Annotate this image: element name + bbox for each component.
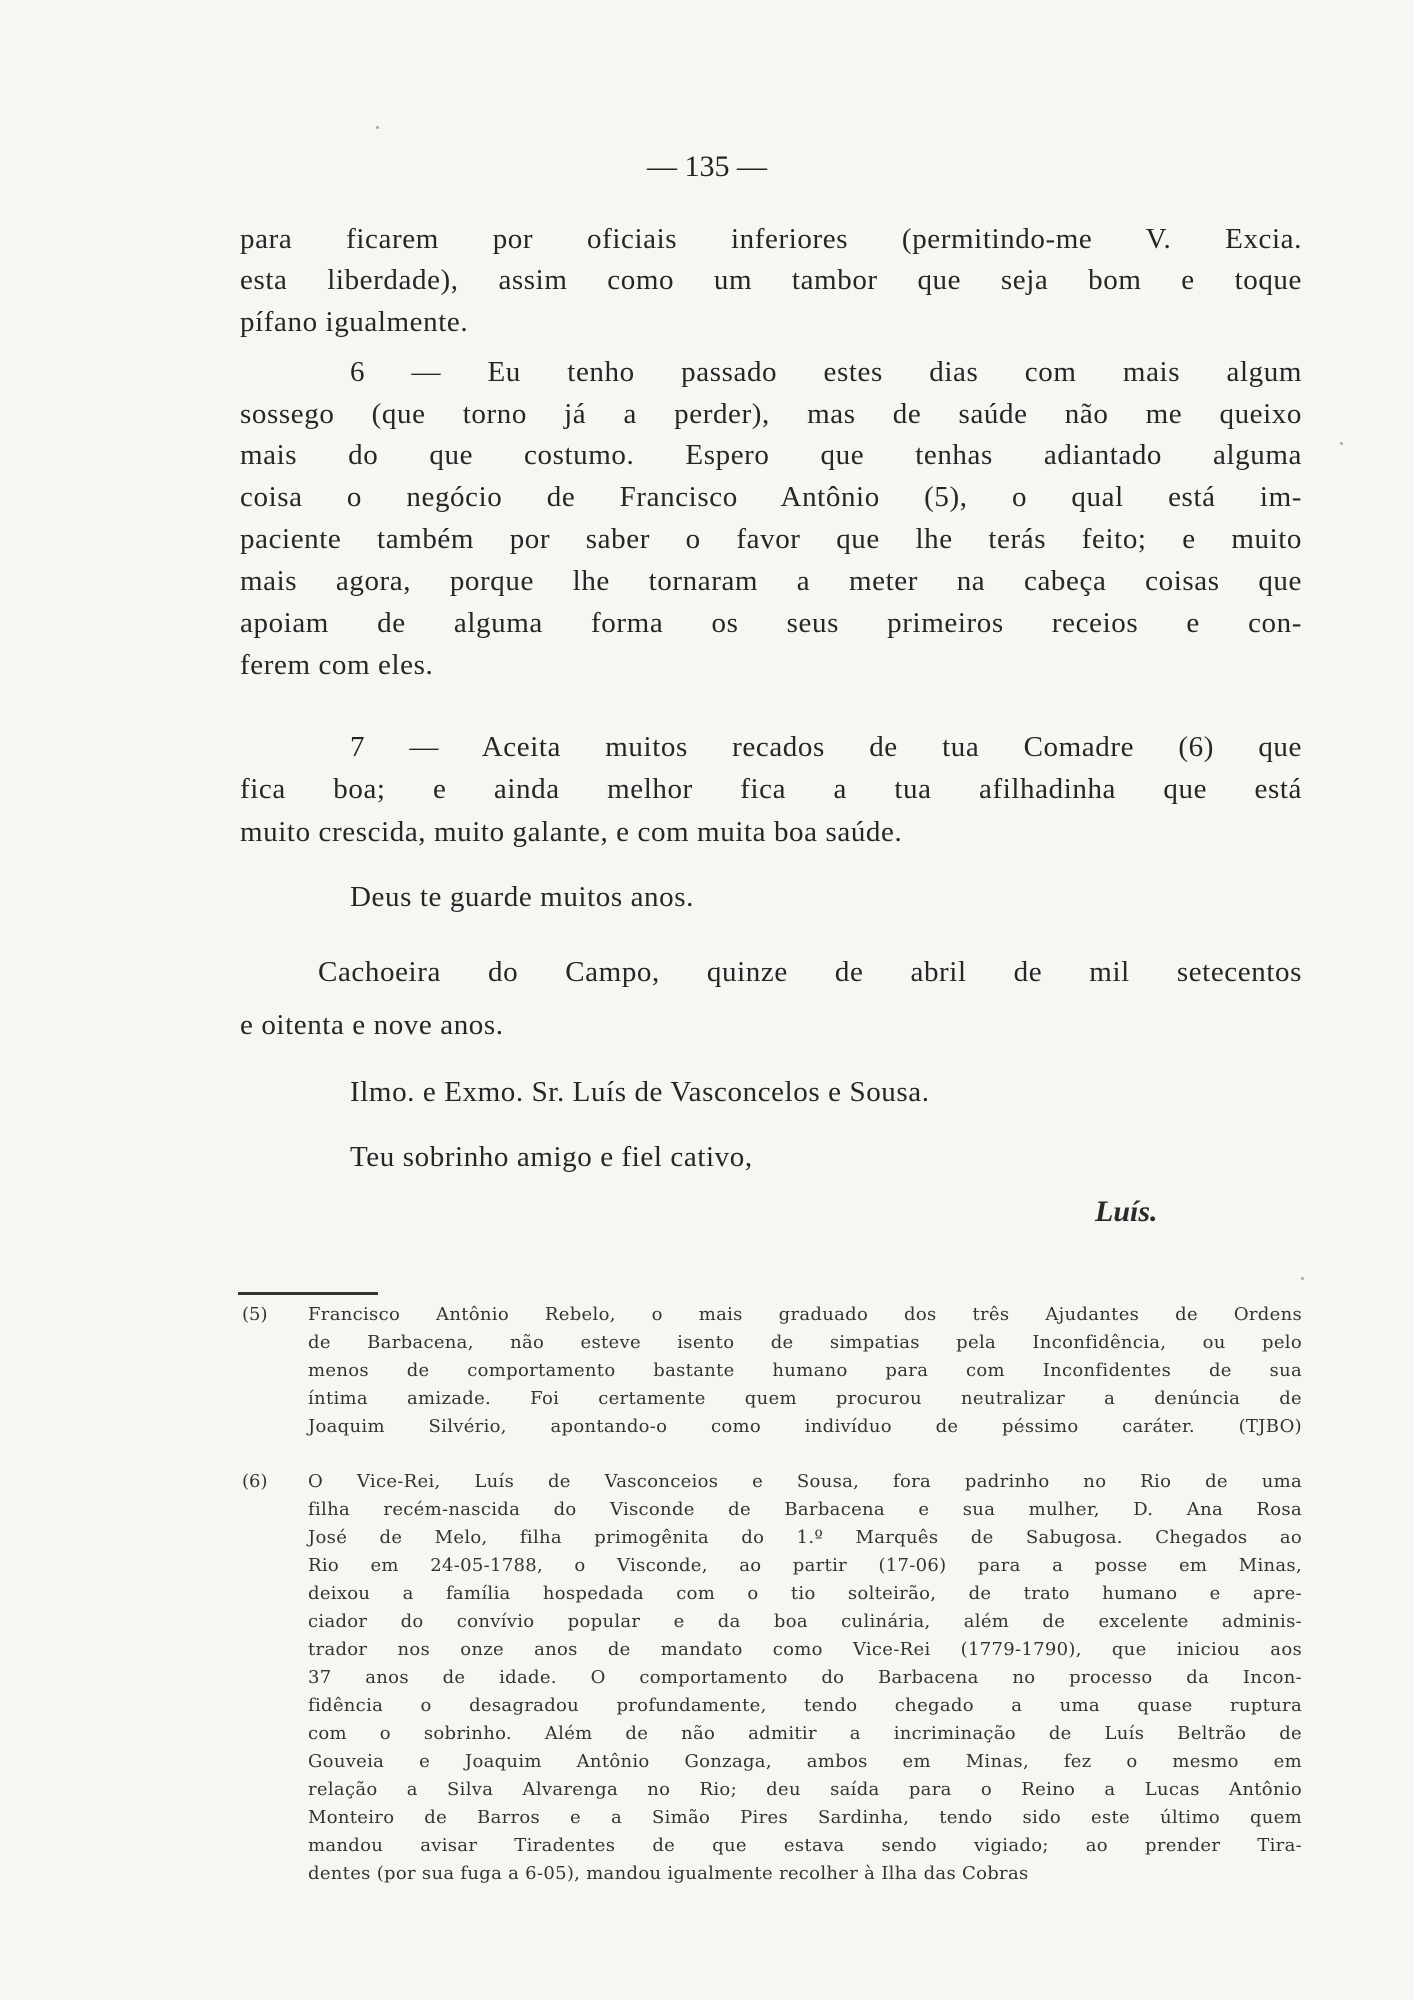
page-number: — 135 —	[647, 150, 767, 183]
footnote-line: de Barbacena, não esteve isento de simpatias pela Inconfidência, ou pelo	[308, 1332, 1302, 1353]
footnote-line: Monteiro de Barros e a Simão Pires Sardinha, tendo sido este último quem	[308, 1807, 1302, 1828]
blessing: Deus te guarde muitos anos.	[350, 881, 694, 913]
footnote-label: (5)	[242, 1304, 268, 1325]
body-line: 7 — Aceita muitos recados de tua Comadre (6) que	[350, 731, 1302, 763]
body-line: esta liberdade), assim como um tambor que seja bom e toque	[240, 264, 1302, 296]
body-line: sossego (que torno já a perder), mas de saúde não me queixo	[240, 398, 1302, 430]
footnote-line: José de Melo, filha primogênita do 1.º Marquês de Sabugosa. Chegados ao	[308, 1527, 1302, 1548]
body-line: 6 — Eu tenho passado estes dias com mais algum	[350, 356, 1302, 388]
footnote-line: fidência o desagradou profundamente, tendo chegado a uma quase ruptura	[308, 1695, 1302, 1716]
footnote-line: Francisco Antônio Rebelo, o mais graduado dos três Ajudantes de Ordens	[308, 1304, 1302, 1325]
footnote-line: deixou a família hospedada com o tio solteirão, de trato humano e apre-	[308, 1583, 1302, 1604]
footnote-line: Gouveia e Joaquim Antônio Gonzaga, ambos em Minas, fez o mesmo em	[308, 1751, 1302, 1772]
dateline: Cachoeira do Campo, quinze de abril de mil setecentos	[318, 956, 1302, 988]
footnote-line: dentes (por sua fuga a 6-05), mandou igualmente recolher à Ilha das Cobras	[308, 1863, 1029, 1884]
body-line: fica boa; e ainda melhor fica a tua afilhadinha que está	[240, 773, 1302, 805]
body-line: ferem com eles.	[240, 649, 434, 681]
body-line: paciente também por saber o favor que lhe terás feito; e muito	[240, 523, 1302, 555]
scan-speck	[1301, 1277, 1304, 1280]
footnote-line: trador nos onze anos de mandato como Vice-Rei (1779-1790), que iniciou aos	[308, 1639, 1302, 1660]
dateline: e oitenta e nove anos.	[240, 1009, 504, 1041]
scan-speck	[376, 126, 379, 129]
body-line: muito crescida, muito galante, e com muita boa saúde.	[240, 816, 903, 848]
footnote-line: filha recém-nascida do Visconde de Barbacena e sua mulher, D. Ana Rosa	[308, 1499, 1302, 1520]
addressee: Ilmo. e Exmo. Sr. Luís de Vasconcelos e Sousa.	[350, 1076, 930, 1108]
footnote-label: (6)	[242, 1471, 268, 1492]
closing: Teu sobrinho amigo e fiel cativo,	[350, 1141, 753, 1173]
footnote-line: ciador do convívio popular e da boa culinária, além de excelente adminis-	[308, 1611, 1302, 1632]
footnote-line: com o sobrinho. Além de não admitir a incriminação de Luís Beltrão de	[308, 1723, 1302, 1744]
body-line: mais do que costumo. Espero que tenhas adiantado alguma	[240, 439, 1302, 471]
footnote-line: O Vice-Rei, Luís de Vasconceios e Sousa, fora padrinho no Rio de uma	[308, 1471, 1302, 1492]
body-line: coisa o negócio de Francisco Antônio (5), o qual está im-	[240, 481, 1302, 513]
footnote-line: mandou avisar Tiradentes de que estava sendo vigiado; ao prender Tira-	[308, 1835, 1302, 1856]
body-line: apoiam de alguma forma os seus primeiros receios e con-	[240, 607, 1302, 639]
body-line: para ficarem por oficiais inferiores (permitindo-me V. Excia.	[240, 223, 1302, 255]
footnote-line: 37 anos de idade. O comportamento do Barbacena no processo da Incon-	[308, 1667, 1302, 1688]
signature: Luís.	[1095, 1195, 1158, 1228]
footnote-line: íntima amizade. Foi certamente quem procurou neutralizar a denúncia de	[308, 1388, 1302, 1409]
body-line: mais agora, porque lhe tornaram a meter na cabeça coisas que	[240, 565, 1302, 597]
footnote-line: Rio em 24-05-1788, o Visconde, ao partir (17-06) para a posse em Minas,	[308, 1555, 1302, 1576]
footnote-line: relação a Silva Alvarenga no Rio; deu saída para o Reino a Lucas Antônio	[308, 1779, 1302, 1800]
body-line: pífano igualmente.	[240, 306, 469, 338]
footnote-rule	[238, 1292, 378, 1295]
footnote-line: Joaquim Silvério, apontando-o como indivíduo de péssimo caráter. (TJBO)	[308, 1416, 1302, 1437]
scan-speck	[1340, 442, 1343, 445]
footnote-line: menos de comportamento bastante humano para com Inconfidentes de sua	[308, 1360, 1302, 1381]
